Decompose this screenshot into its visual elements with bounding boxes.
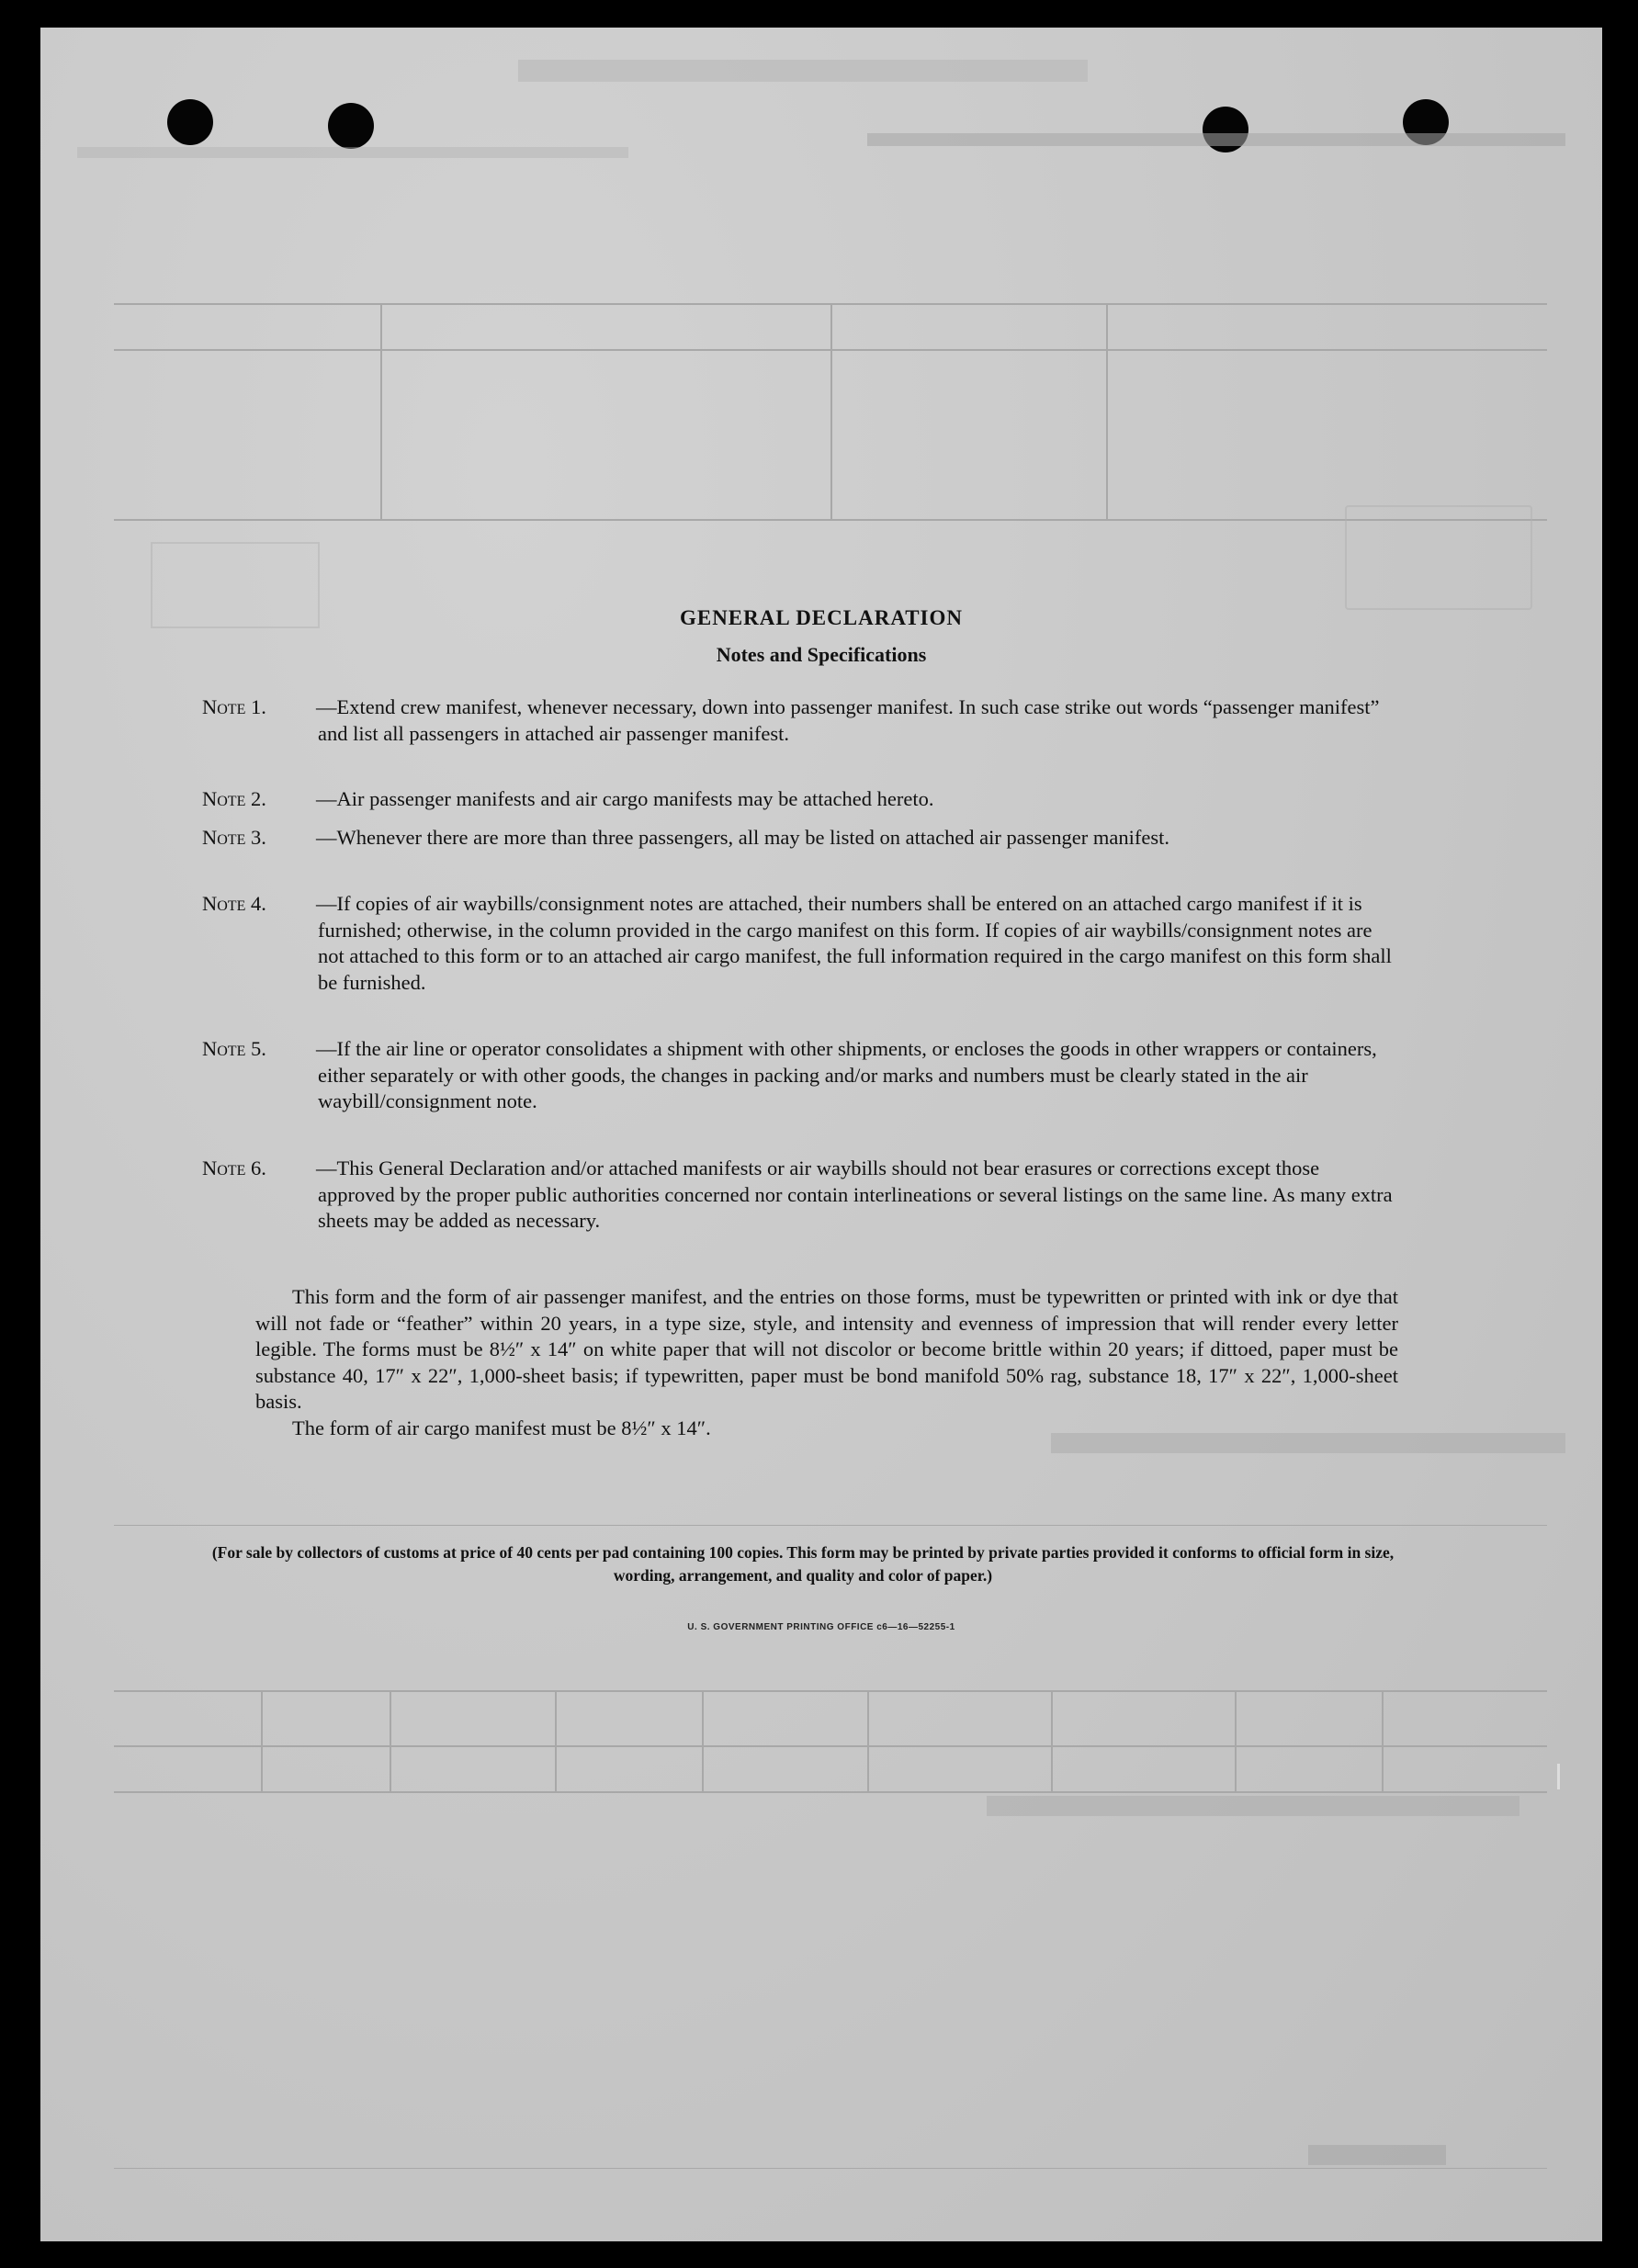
note-text: —Whenever there are more than three passengers, all may be listed on attached air passenger manifest. [316,826,1169,849]
note-text: —If copies of air waybills/consignment notes are attached, their numbers shall be entered on an attached cargo manifest if it is furnished; otherwise, in the column provided in the cargo manifest on this form. If copies of air waybills/consignment notes are not attached to this form or to an attached air cargo manifest, the full information required in the cargo manifest on this form shall be furnished. [316,892,1392,994]
note-label: Note 2. [202,787,266,810]
note-label: Note 5. [202,1037,266,1060]
page-subtitle: Notes and Specifications [716,643,927,666]
sale-notice: (For sale by collectors of customs at price of 40 cents per pad containing 100 copies. This form may be printed by private parties provided it conforms to official form in size, wording, arrangement, and quality and color of paper.) [211,1543,1395,1585]
note-label: Note 1. [202,695,266,718]
page-title: GENERAL DECLARATION [679,606,964,629]
note-label: Note 4. [202,892,266,915]
note-label: Note 3. [202,826,266,849]
note-5 [202,1036,1396,1115]
note-text: —This General Declaration and/or attached manifests or air waybills should not bear erasures or corrections except those approved by the proper public authorities concerned nor contain interlineations or several listings on the same line. As many extra sheets may be added as necessary. [316,1157,1393,1232]
note-4 [202,891,1396,996]
note-3 [202,825,1396,852]
note-label: Note 6. [202,1157,266,1179]
scan-mark [1557,1764,1560,1789]
note-6 [202,1156,1396,1235]
note-2 [202,786,1396,813]
form-requirements-paragraph [255,1284,1398,1441]
document-page [40,28,1602,2241]
note-text: —Air passenger manifests and air cargo manifests may be attached hereto. [316,787,934,810]
printing-office-line: U. S. GOVERNMENT PRINTING OFFICE c6—16—52255-1 [687,1622,955,1632]
paragraph-last-line: The form of air cargo manifest must be 8½″ x 14″. [292,1416,711,1439]
note-text: —If the air line or operator consolidates a shipment with other shipments, or encloses the goods in other wrappers or containers, either separately or with other goods, the changes in packing and/or marks and numbers must be clearly stated in the air waybill/consignment note. [316,1037,1377,1112]
note-text: —Extend crew manifest, whenever necessary, down into passenger manifest. In such case strike out words “passenger manifest” and list all passengers in attached air passenger manifest. [316,695,1380,745]
note-1 [202,694,1396,747]
notes-and-specifications [40,28,1602,2241]
paragraph-body: This form and the form of air passenger manifest, and the entries on those forms, must be typewritten or printed with ink or dye that will not fade or “feather” within 20 years, in a type size, style, and intensity and evenness of impression that will render every letter legible. The forms must be 8½″ x 14″ on white paper that will not discolor or become brittle within 20 years; if dittoed, paper must be substance 40, 17″ x 22″, 1,000-sheet basis; if typewritten, paper must be bond manifold 50% rag, substance 18, 17″ x 22″, 1,000-sheet basis. [255,1285,1398,1413]
